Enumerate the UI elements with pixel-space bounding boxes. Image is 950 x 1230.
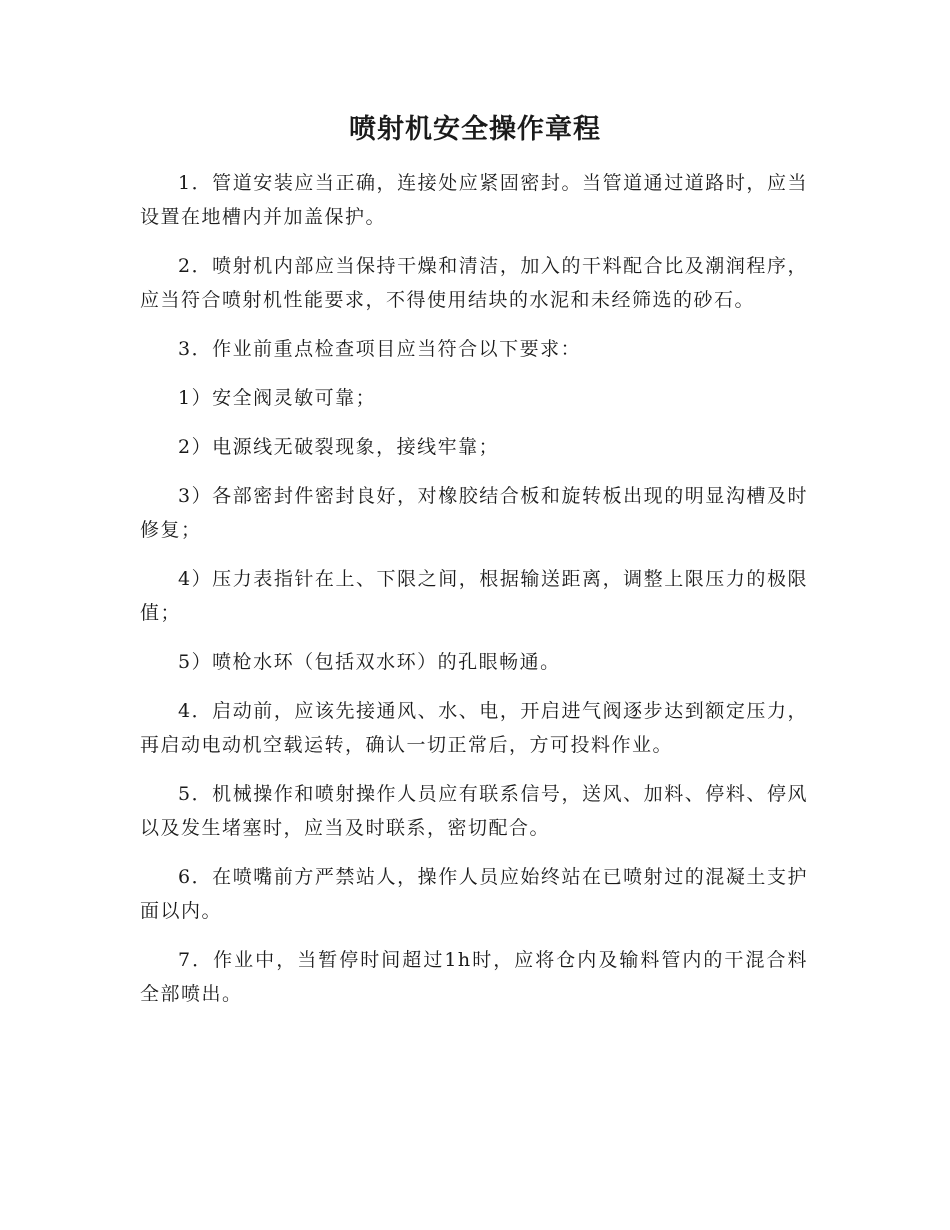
paragraph-3-item-5: 5）喷枪水环（包括双水环）的孔眼畅通。	[178, 651, 561, 673]
paragraph-2: 2．喷射机内部应当保持干燥和清洁，加入的干料配合比及潮润程序，应当符合喷射机性能要求，不得使用结块的水泥和未经筛选的砂石。	[140, 255, 808, 311]
paragraph-3-item-4: 4）压力表指针在上、下限之间，根据输送距离，调整上限压力的极限值；	[140, 568, 808, 624]
paragraph-3-item-3: 3）各部密封件密封良好，对橡胶结合板和旋转板出现的明显沟槽及时修复；	[140, 485, 808, 541]
paragraph-3-item-1: 1）安全阀灵敏可靠；	[178, 387, 377, 409]
paragraph-1: 1．管道安装应当正确，连接处应紧固密封。当管道通过道路时，应当设置在地槽内并加盖保护。	[140, 172, 808, 228]
paragraph-3-item-2: 2）电源线无破裂现象，接线牢靠；	[178, 436, 500, 458]
document-body	[140, 166, 808, 1026]
paragraph-5: 5．机械操作和喷射操作人员应有联系信号，送风、加料、停料、停风以及发生堵塞时，应当及时联系，密切配合。	[140, 783, 808, 839]
paragraph-3: 3．作业前重点检查项目应当符合以下要求：	[178, 338, 582, 360]
document-title: 喷射机安全操作章程	[349, 114, 601, 145]
paragraph-7: 7．作业中，当暂停时间超过1h时，应将仓内及输料管内的干混合料全部喷出。	[140, 949, 808, 1005]
paragraph-6: 6．在喷嘴前方严禁站人，操作人员应始终站在已喷射过的混凝土支护面以内。	[140, 866, 808, 922]
paragraph-4: 4．启动前，应该先接通风、水、电，开启进气阀逐步达到额定压力，再启动电动机空载运转，确认一切正常后，方可投料作业。	[140, 700, 808, 756]
